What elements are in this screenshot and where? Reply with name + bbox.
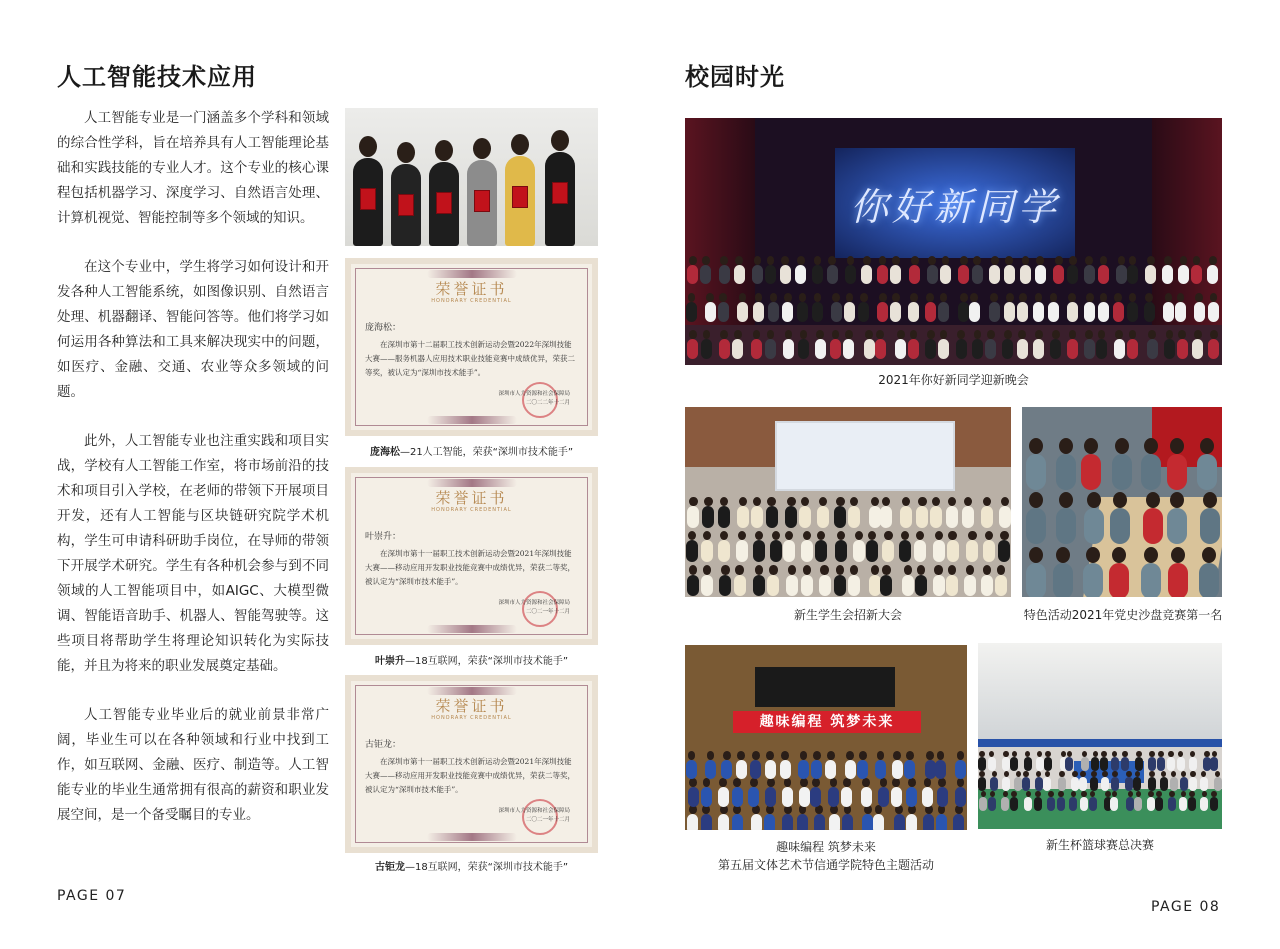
page-number: PAGE 07 [57, 888, 127, 904]
certificate-caption: 庞海松—21人工智能，荣获“深圳市技术能手” [369, 447, 574, 458]
paragraph: 人工智能专业是一门涵盖多个学科和领域的综合性学科，旨在培养具有人工智能理论基础和实践技能的专业人才。这个专业的核心课程包括机器学习、深度学习、自然语言处理、计算机视觉、智能控制等多个领域的知识。 [57, 110, 329, 226]
certificate-card [345, 258, 598, 436]
page-title-campus: 校园时光 [685, 63, 785, 91]
sand-table-competition-photo [1022, 407, 1222, 597]
basketball-caption: 新生杯篮球赛总决赛 [1045, 838, 1154, 852]
certificate-recipient: 古钜龙： [365, 740, 402, 750]
stage-screen-text: 你好新同学 [849, 185, 1060, 229]
event-banner: 趣味编程 筑梦未来 [733, 711, 921, 733]
certificate-subtitle: HONORARY CREDENTIAL [431, 507, 512, 513]
certificate-recipient: 叶崇升： [365, 532, 402, 542]
certificate-caption: 古钜龙—18互联网，荣获“深圳市技术能手” [374, 862, 569, 873]
certificate-title: 荣誉证书 [435, 280, 508, 298]
coding-event-photo [685, 645, 967, 830]
certificate-card [345, 675, 598, 853]
certificate-text: 在深圳市第十二届职工技术创新运动会暨2022年深圳技能大赛——服务机器人应用技术职业技能竞赛中成绩优异，荣获二等奖，被认定为“深圳市技术能手”。 [365, 340, 575, 377]
basketball-final-photo [978, 643, 1222, 829]
welcome-gala-photo [685, 118, 1222, 365]
certificate-text: 在深圳市第十一届职工技术创新运动会暨2021年深圳技能大赛——移动应用开发职业技能竞赛中成绩优异，荣获二等奖，被认定为“深圳市技术能手”。 [365, 549, 575, 586]
page-title-ai: 人工智能技术应用 [57, 63, 257, 91]
page-number: PAGE 08 [1151, 899, 1221, 915]
coding-caption: 趣味编程 筑梦未来 第五届文体艺术节信通学院特色主题活动 [717, 840, 934, 872]
certificate-card [345, 467, 598, 645]
ai-intro-text [57, 106, 329, 852]
certificate-caption: 叶崇升—18互联网，荣获“深圳市技术能手” [374, 656, 569, 667]
certificate-subtitle: HONORARY CREDENTIAL [431, 715, 512, 721]
certificate-title: 荣誉证书 [435, 489, 508, 507]
paragraph: 人工智能专业毕业后的就业前景非常广阔，毕业生可以在各种领域和行业中找到工作，如互联网、金融、医疗、制造等。人工智能专业的毕业生通常拥有很高的薪资和职业发展空间，是一个备受瞩目的专业。 [57, 707, 329, 823]
certificate-title: 荣誉证书 [435, 697, 508, 715]
award-group-photo [345, 108, 598, 246]
gala-caption: 2021年你好新同学迎新晚会 [878, 373, 1029, 387]
paragraph: 此外，人工智能专业也注重实践和项目实战，学校有人工智能工作室，将市场前沿的技术和项目引入学校，在老师的带领下开展项目开发，还有人工智能与区块链研究院学术机构，学生可申请科研助手岗位，在导师的带领下开展学术研究。学生有各种机会参与到不同领域的人工智能项目中，如AIGC、大模型微调、智能语音助手、机器人、智能驾驶等。这些项目将帮助学生将理论知识转化为实际技能，并且为将来的职业发展奠定基础。 [57, 433, 329, 674]
sand-table-caption: 特色活动2021年党史沙盘竞赛第一名 [1023, 608, 1223, 622]
student-union-recruit-photo [685, 407, 1011, 597]
certificate-issuer: 深圳市人力资源和社会保障局 二〇二二年十二月 [498, 391, 570, 406]
certificate-text: 在深圳市第十一届职工技术创新运动会暨2021年深圳技能大赛——移动应用开发职业技能竞赛中成绩优异，荣获二等奖，被认定为“深圳市技术能手”。 [365, 757, 575, 794]
paragraph: 在这个专业中，学生将学习如何设计和开发各种人工智能系统，如图像识别、自然语言处理、机器翻译、智能问答等。他们将学习如何运用各种算法和工具来解决现实中的问题，如医疗、金融、交通、农业等众多领域的问题。 [57, 259, 329, 400]
recruit-caption: 新生学生会招新大会 [793, 608, 902, 622]
certificate-issuer: 深圳市人力资源和社会保障局 二〇二一年十二月 [498, 808, 570, 823]
certificate-issuer: 深圳市人力资源和社会保障局 二〇二一年十二月 [498, 600, 570, 615]
certificate-subtitle: HONORARY CREDENTIAL [431, 298, 512, 304]
certificate-recipient: 庞海松： [365, 323, 402, 333]
